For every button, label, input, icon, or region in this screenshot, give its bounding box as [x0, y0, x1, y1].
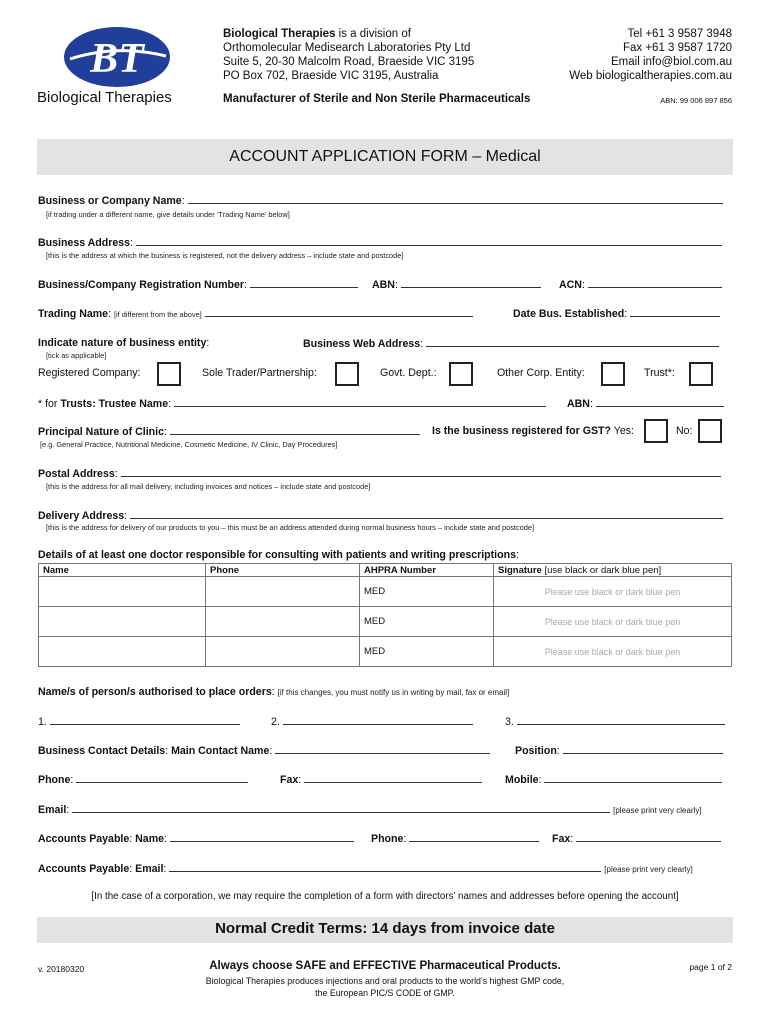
delivery-address-label: Delivery Address [38, 510, 125, 522]
footer-line-1: Biological Therapies produces injections and oral products to the world’s highest GMP code, [205, 976, 565, 986]
table-header-row [39, 564, 732, 577]
form-title: ACCOUNT APPLICATION FORM – Medical [229, 148, 541, 165]
column-header: Name [39, 564, 206, 577]
trading-name-label: Trading Name [38, 308, 109, 320]
email-row: Email: [please print very clearly] [38, 804, 702, 816]
web-address-field[interactable] [426, 337, 719, 347]
principal-nature-label: Principal Nature of Clinic [38, 426, 164, 438]
accounts-payable-prefix: Accounts Payable [38, 863, 130, 875]
table-row [39, 637, 732, 667]
accounts-payable-prefix: Accounts Payable [38, 833, 130, 845]
table-row [39, 577, 732, 607]
fax-label: Fax [280, 774, 299, 786]
nature-entity-hint: [tick as applicable] [46, 351, 107, 360]
tel-line: Tel +61 3 9587 3948 [627, 28, 732, 40]
ap-email-field[interactable] [169, 862, 601, 872]
acn-label: ACN [559, 279, 582, 291]
delivery-address-row: Delivery Address: [38, 509, 723, 522]
address-line: PO Box 702, Braeside VIC 3195, Australia [223, 70, 439, 82]
gst-row [432, 425, 634, 437]
web-line: Web biologicaltherapies.com.au [569, 70, 732, 82]
main-contact-row: Business Contact Details: Main Contact Name: [38, 744, 490, 757]
signature-header: Signature [use black or dark blue pen] [494, 564, 732, 577]
doctor-phone-cell[interactable] [206, 577, 360, 607]
credit-terms: Normal Credit Terms: 14 days from invoice date [215, 920, 555, 937]
contact-block [569, 27, 732, 83]
trustee-name-label: Trusts: Trustee Name [60, 398, 169, 410]
delivery-address-hint: [this is the address for delivery of our products to you – this must be an address attended during normal business hours – include state and postcode] [46, 523, 535, 532]
version-text: v. 20180320 [38, 964, 85, 974]
postal-address-label: Postal Address [38, 468, 115, 480]
logo-text: Biological Therapies [37, 89, 172, 106]
footer-line-2: the European PIC/S CODE of GMP. [315, 988, 455, 998]
mobile-row: Mobile: [505, 773, 722, 786]
phone-field[interactable] [76, 773, 248, 783]
doctor-name-cell[interactable] [39, 637, 206, 667]
doctors-heading: Details of at least one doctor responsible for consulting with patients and writing prescriptions: [38, 549, 519, 561]
ap-email-label: Email [135, 863, 164, 875]
web-address-row: Business Web Address: [303, 337, 719, 350]
order-person-1-field[interactable] [50, 715, 240, 725]
column-header: Phone [206, 564, 360, 577]
doctor-phone-cell[interactable] [206, 607, 360, 637]
gst-no-label: No: [676, 425, 693, 437]
ap-fax-label: Fax [552, 833, 571, 845]
main-contact-field[interactable] [275, 744, 490, 754]
mobile-label: Mobile [505, 774, 539, 786]
fax-field[interactable] [304, 773, 482, 783]
business-address-field[interactable] [136, 236, 722, 246]
fax-row: Fax: [280, 773, 482, 786]
position-field[interactable] [563, 744, 723, 754]
principal-nature-hint: [e.g. General Practice, Nutritional Medicine, Cosmetic Medicine, IV Clinic, Day Procedures] [40, 440, 338, 449]
business-name-row: Business or Company Name: [38, 194, 723, 207]
email-field[interactable] [72, 803, 610, 813]
entity-option-label: Govt. Dept.: [380, 367, 437, 379]
ap-email-hint: [please print very clearly] [604, 865, 693, 874]
business-address-label: Business Address [38, 237, 131, 249]
trust-abn-label: ABN [567, 398, 590, 410]
abn-header: ABN: 99 006 897 856 [660, 96, 732, 105]
doctor-ahpra-cell[interactable]: MED [360, 607, 494, 637]
postal-address-hint: [this is the address for all mail delivery, including invoices and notices – include state and postcode] [46, 482, 371, 491]
ap-phone-row: Phone: [371, 832, 539, 845]
ap-name-field[interactable] [170, 832, 354, 842]
govt-dept-checkbox[interactable] [449, 362, 473, 386]
column-header: AHPRA Number [360, 564, 494, 577]
trustee-name-field[interactable] [174, 397, 546, 407]
reg-number-row: Business/Company Registration Number: [38, 278, 358, 291]
reg-number-field[interactable] [250, 278, 358, 288]
doctor-signature-cell[interactable]: Please use black or dark blue pen [494, 577, 732, 607]
ap-name-row: Accounts Payable: Name: [38, 832, 354, 845]
reg-number-label: Business/Company Registration Number [38, 279, 245, 291]
trading-name-field[interactable] [205, 307, 473, 317]
doctor-phone-cell[interactable] [206, 637, 360, 667]
doctor-name-cell[interactable] [39, 607, 206, 637]
doctor-ahpra-cell[interactable]: MED [360, 577, 494, 607]
contact-details-prefix: Business Contact Details [38, 745, 166, 757]
entity-option-label: Sole Trader/Partnership: [202, 367, 317, 379]
footer-slogan: Always choose SAFE and EFFECTIVE Pharmaceutical Products. [209, 960, 561, 972]
ap-name-label: Name [135, 833, 165, 845]
phone-label: Phone [38, 774, 71, 786]
orders-heading-row: Name/s of person/s authorised to place orders: [if this changes, you must notify us in writing by mail, fax or email] [38, 686, 510, 698]
doctor-ahpra-cell[interactable]: MED [360, 637, 494, 667]
address-line: Orthomolecular Medisearch Laboratories Pty Ltd [223, 42, 471, 54]
nature-entity-row: Indicate nature of business entity: [38, 337, 210, 349]
email-label: Email [38, 804, 67, 816]
date-established-label: Date Bus. Established [513, 308, 625, 320]
sole-trader-checkbox[interactable] [335, 362, 359, 386]
orders-heading: Name/s of person/s authorised to place orders [38, 686, 272, 698]
logo [62, 26, 172, 88]
phone-row: Phone: [38, 773, 248, 786]
date-established-row: Date Bus. Established: [513, 307, 720, 320]
trading-name-row: Trading Name: [if different from the above] [38, 307, 473, 320]
order-person-2-field[interactable] [283, 715, 473, 725]
email-line: Email info@biol.com.au [611, 56, 732, 68]
trust-abn-row: ABN: [567, 397, 724, 410]
doctors-table [38, 563, 732, 667]
ap-phone-field[interactable] [409, 832, 539, 842]
principal-nature-row: Principal Nature of Clinic: [38, 425, 420, 438]
acn-row: ACN: [559, 278, 722, 291]
order-person-row: 2. [271, 715, 473, 728]
abn-label: ABN [372, 279, 395, 291]
business-name-hint: [if trading under a different name, give details under ‘Trading Name’ below] [46, 210, 290, 219]
trust-note-prefix: * for [38, 398, 61, 410]
registered-company-checkbox[interactable] [157, 362, 181, 386]
order-person-3-field[interactable] [517, 715, 725, 725]
orders-hint: [if this changes, you must notify us in writing by mail, fax or email] [277, 688, 510, 697]
ap-fax-row: Fax: [552, 832, 721, 845]
gst-yes-checkbox[interactable] [644, 419, 668, 443]
entity-option-label: Registered Company: [38, 367, 141, 379]
trading-name-hint: [if different from the above] [113, 310, 202, 319]
address-line: Suite 5, 20-30 Malcolm Road, Braeside VIC 3195 [223, 56, 475, 68]
position-row: Position: [515, 744, 723, 757]
business-address-row: Business Address: [38, 236, 722, 249]
email-hint: [please print very clearly] [613, 806, 702, 815]
table-row [39, 607, 732, 637]
postal-address-row: Postal Address: [38, 467, 721, 480]
trustee-row: * for Trusts: Trustee Name: [38, 397, 546, 410]
main-contact-label: Main Contact Name [171, 745, 270, 757]
date-established-field[interactable] [630, 307, 720, 317]
trust-checkbox[interactable] [689, 362, 713, 386]
position-label: Position [515, 745, 557, 757]
page-number: page 1 of 2 [689, 962, 732, 972]
fax-line: Fax +61 3 9587 1720 [622, 42, 732, 54]
business-address-hint: [this is the address at which the business is registered, not the delivery address – include state and postcode] [46, 251, 404, 260]
ap-fax-field[interactable] [576, 832, 721, 842]
ap-email-row: Accounts Payable: Email: [please print very clearly] [38, 863, 693, 875]
trust-abn-field[interactable] [596, 397, 724, 407]
ap-phone-label: Phone [371, 833, 404, 845]
company-block [223, 27, 474, 83]
manufacturer-text: Manufacturer of Sterile and Non Sterile Pharmaceuticals [223, 93, 531, 105]
abn-row: ABN: [372, 278, 541, 291]
corporation-note: [In the case of a corporation, we may require the completion of a form with directors’ names and addresses before opening the account] [91, 891, 679, 902]
order-person-row: 3. [505, 715, 725, 728]
business-name-label: Business or Company Name [38, 195, 182, 207]
principal-nature-field[interactable] [170, 425, 420, 435]
company-name: Biological Therapies [223, 28, 336, 40]
mobile-field[interactable] [544, 773, 722, 783]
logo-mark: BT [90, 36, 144, 82]
order-person-row: 1. [38, 715, 240, 728]
abn-field[interactable] [401, 278, 541, 288]
doctor-name-cell[interactable] [39, 577, 206, 607]
doctor-signature-cell[interactable]: Please use black or dark blue pen [494, 637, 732, 667]
doctor-signature-cell[interactable]: Please use black or dark blue pen [494, 607, 732, 637]
other-corp-checkbox[interactable] [601, 362, 625, 386]
division-text: is a division of [335, 28, 411, 40]
gst-question: Is the business registered for GST? [432, 425, 611, 437]
entity-option-label: Trust*: [644, 367, 675, 379]
delivery-address-field[interactable] [130, 509, 723, 519]
postal-address-field[interactable] [121, 467, 721, 477]
gst-yes-label: Yes: [613, 425, 634, 437]
gst-no-checkbox[interactable] [698, 419, 722, 443]
entity-option-label: Other Corp. Entity: [497, 367, 585, 379]
web-address-label: Business Web Address [303, 338, 421, 350]
nature-entity-label: Indicate nature of business entity [38, 337, 207, 349]
business-name-field[interactable] [188, 194, 723, 204]
acn-field[interactable] [588, 278, 722, 288]
